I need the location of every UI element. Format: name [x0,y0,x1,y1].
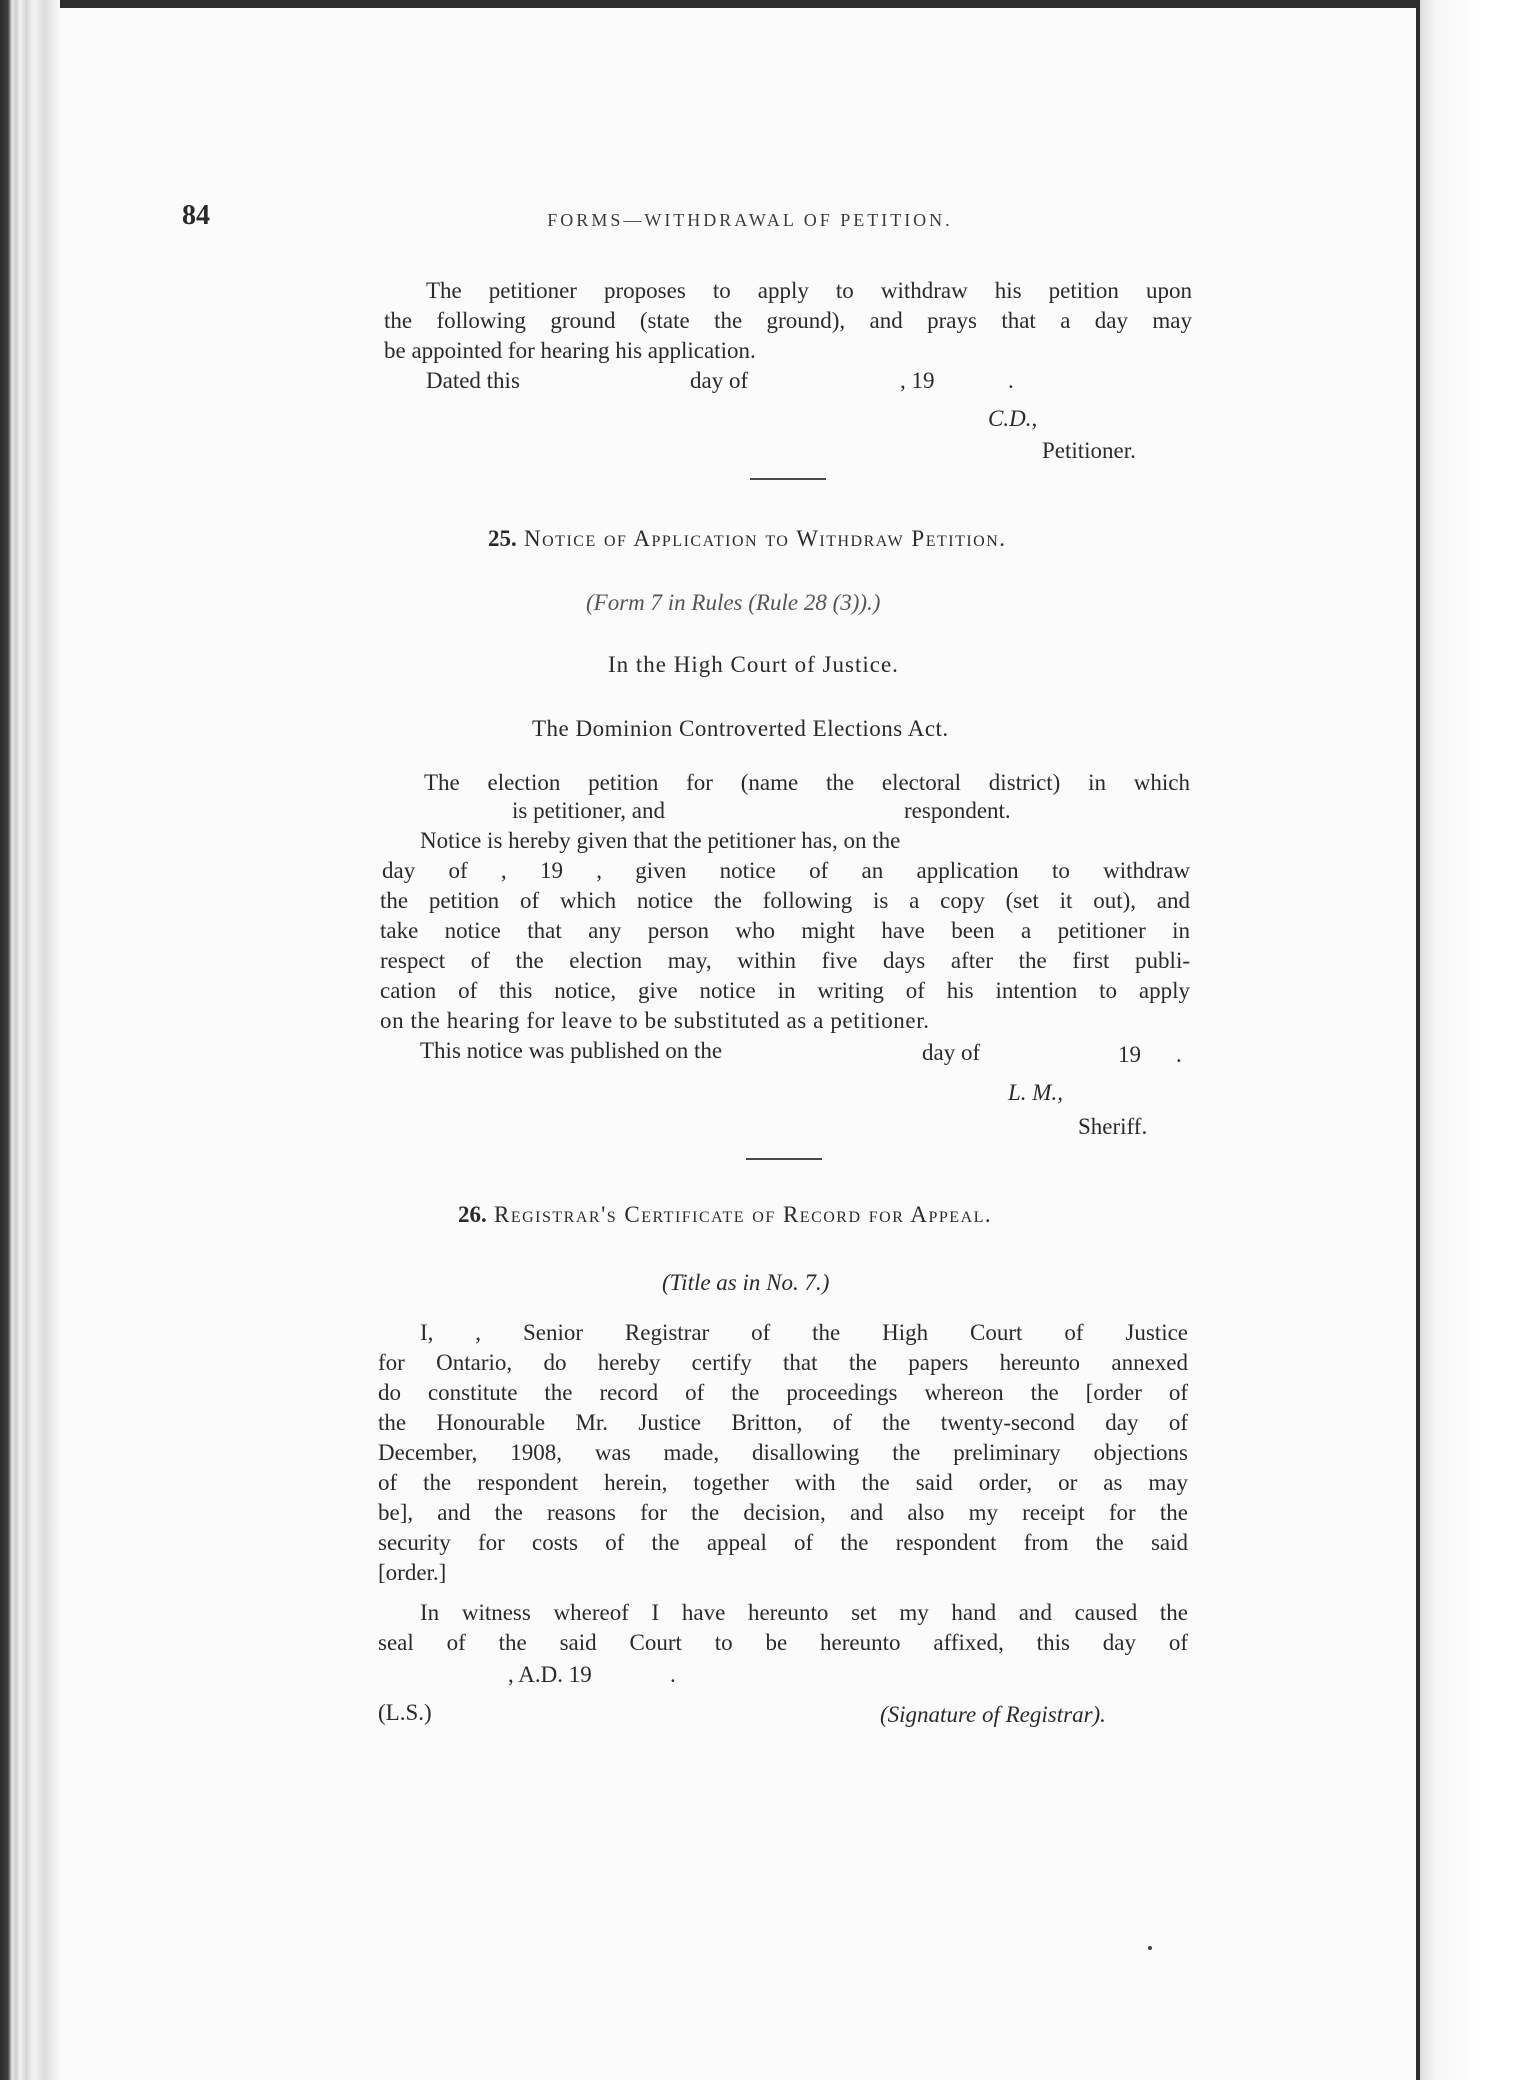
form-26-line: be], and the reasons for the decision, and also my receipt for the [378,1500,1188,1525]
form-26-line: the Honourable Mr. Justice Britton, of the twenty-second day of [378,1410,1188,1435]
form-25-line: on the hearing for leave to be substituted as a petitioner. [380,1008,930,1033]
section-divider [746,1158,822,1160]
sheriff-name: L. M., [1008,1080,1063,1105]
act-name: The Dominion Controverted Elections Act. [532,716,949,741]
form-26-number: 26. [458,1202,487,1227]
form-26-line: security for costs of the appeal of the respondent from the said [378,1530,1188,1555]
day-of-label: day of [690,368,749,393]
form-26-subtitle: (Title as in No. 7.) [662,1270,830,1295]
form-prev-line: The petitioner proposes to apply to withdraw his petition upon [426,278,1192,303]
respondent-label: respondent. [904,798,1011,823]
form-26-line: for Ontario, do hereby certify that the papers hereunto annexed [378,1350,1188,1375]
year-label: , 19 [900,368,935,393]
pub-year: 19 [1118,1042,1141,1067]
form-25-heading [488,526,1007,552]
form-25-line: respect of the election may, within five days after the first publi- [380,948,1190,973]
scan-top-border [60,0,1416,8]
speck [1148,1946,1152,1950]
registrar-signature: (Signature of Registrar). [880,1702,1106,1727]
form-26-line: do constitute the record of the proceedings whereon the [order of [378,1380,1188,1405]
witness-line: seal of the said Court to be hereunto affixed, this day of [378,1630,1188,1655]
dated-this-label: Dated this [426,368,520,393]
running-head: FORMS—WITHDRAWAL OF PETITION. [547,210,953,230]
form-26-title: Registrar's Certificate of Record for Appeal. [494,1202,993,1227]
pub-period: . [1176,1042,1182,1067]
form-prev-line: the following ground (state the ground), and prays that a day may [384,308,1192,333]
form-25-title: Notice of Application to Withdraw Petition. [524,526,1007,551]
seal-mark: (L.S.) [378,1700,432,1725]
form-25-number: 25. [488,526,517,551]
form-25-line: Notice is hereby given that the petitioner has, on the [420,828,901,853]
form-26-heading [458,1202,992,1228]
sheriff-role: Sheriff. [1078,1114,1148,1139]
form-prev-line: be appointed for hearing his application. [384,338,756,363]
witness-line: In witness whereof I have hereunto set my hand and caused the [420,1600,1188,1625]
form-25-line: cation of this notice, give notice in writing of his intention to apply [380,978,1190,1003]
form-26-line: I, , Senior Registrar of the High Court of Justice [420,1320,1188,1345]
form-25-line: the petition of which notice the following is a copy (set it out), and [380,888,1190,913]
court-name: In the High Court of Justice. [608,652,899,677]
ad-period: . [670,1662,676,1687]
signer-role: Petitioner. [1042,438,1136,463]
published-label: This notice was published on the [420,1038,723,1063]
form-25-line: take notice that any person who might have been a petitioner in [380,918,1190,943]
ad-year: , A.D. 19 [508,1662,592,1687]
form-25-line: day of , 19 , given notice of an application to withdraw [382,858,1190,883]
page-number: 84 [182,200,210,231]
pub-day-of-label: day of [922,1040,981,1065]
form-25-line: The election petition for (name the electoral district) in which [424,770,1190,795]
period: . [1008,368,1014,393]
binding-shadow [1416,0,1420,2080]
form-26-line: of the respondent herein, together with the said order, or as may [378,1470,1188,1495]
section-divider [750,478,826,480]
form-26-line: December, 1908, was made, disallowing the preliminary objections [378,1440,1188,1465]
form-26-line: [order.] [378,1560,447,1585]
petitioner-label: is petitioner, and [512,798,666,823]
signer-name: C.D., [988,406,1038,431]
form-25-subtitle: (Form 7 in Rules (Rule 28 (3)).) [586,590,881,615]
facing-page-edge [1416,0,1536,2080]
